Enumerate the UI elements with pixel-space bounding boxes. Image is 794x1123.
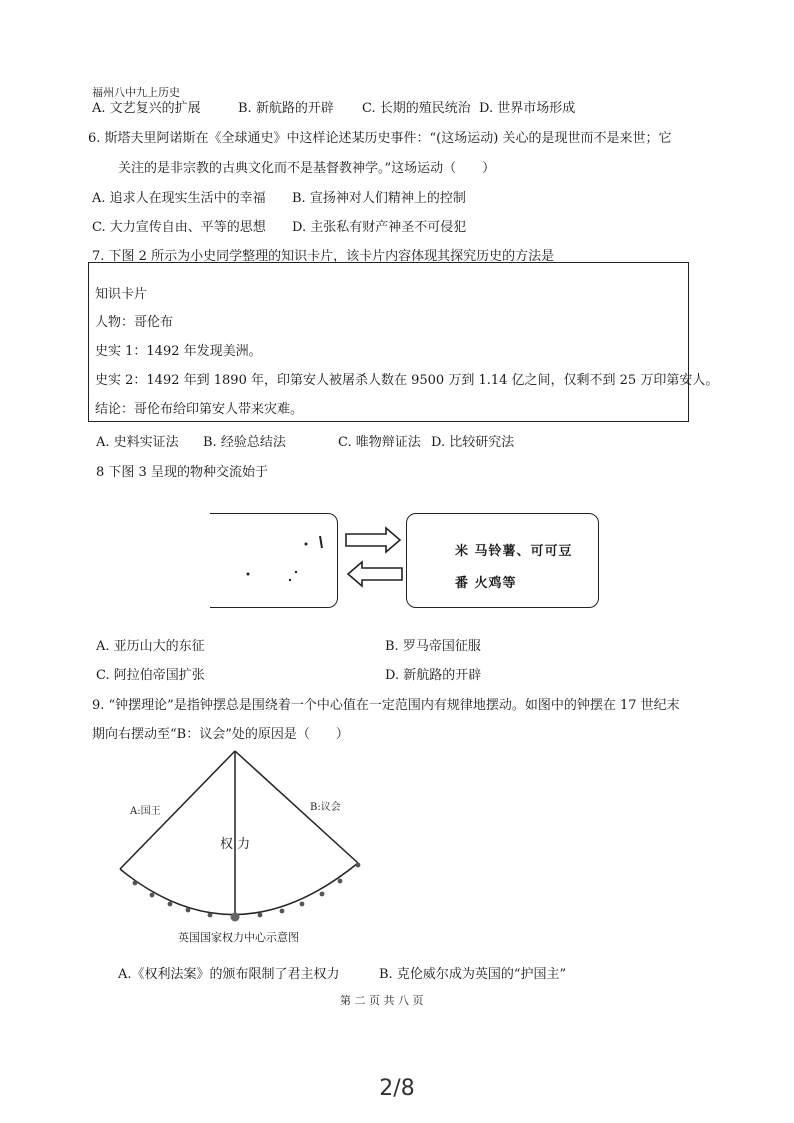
q7-option-c: C. 唯物辩证法 [338, 435, 421, 450]
old-world-panel [210, 513, 338, 608]
q6-option-a: A. 追求人在现实生活中的幸福 [92, 191, 266, 206]
q8-option-d: D. 新航路的开辟 [385, 668, 482, 683]
q8-option-b: B. 罗马帝国征服 [385, 639, 481, 654]
knowledge-card [88, 262, 719, 422]
swing-arc [120, 863, 358, 915]
new-world-line2: 番 火鸡等 [455, 576, 517, 591]
q6-option-b: B. 宣扬神对人们精神上的控制 [292, 191, 466, 206]
arrow-left-icon [348, 562, 402, 586]
q8-option-c: C. 阿拉伯帝国扩张 [96, 668, 205, 683]
q9-stem-line1: 9. “钟摆理论”是指钟摆总是围绕着一个中心值在一定范围内有规律地摆动。如图中的钟摆在 17 世纪末 [92, 698, 680, 713]
page-header: 福州八中九上历史 [92, 86, 180, 99]
label-king: A:国王 [130, 806, 161, 817]
q5-option-a: A. 文艺复兴的扩展 [92, 101, 201, 116]
card-fact-2: 史实 2：1492 年到 1890 年，印第安人被屠杀人数在 9500 万到 1.14 亿之间，仅剩不到 25 万印第安人。 [95, 373, 719, 388]
q6-option-d: D. 主张私有财产神圣不可侵犯 [292, 220, 467, 235]
q6-stem-line1: 6. 斯塔夫里阿诺斯在《全球通史》中这样论述某历史事件：“(这场运动) 关心的是现世而不是来世；它 [88, 131, 672, 146]
q9-option-a: A.《权利法案》的颁布限制了君主权力 [118, 967, 340, 982]
card-person: 人物：哥伦布 [95, 315, 174, 330]
q5-option-d: D. 世界市场形成 [479, 101, 576, 116]
page-footer: 第 二 页 共 八 页 [340, 994, 424, 1007]
q6-stem-line2: 关注的是非宗教的古典文化而不是基督教神学。”这场运动（ ） [118, 161, 496, 176]
arrow-right-icon [346, 528, 400, 552]
q5-option-b: B. 新航路的开辟 [238, 101, 334, 116]
q9-stem-line2: 期向右摆动至“B：议会”处的原因是（ ） [92, 727, 349, 742]
new-world-panel [406, 513, 599, 608]
q7-option-a: A. 史料实证法 [96, 435, 179, 450]
card-fact-1: 史实 1：1492 年发现美洲。 [95, 344, 262, 359]
card-title: 知识卡片 [95, 287, 148, 302]
q7-stem: 7. 下图 2 所示为小史同学整理的知识卡片，该卡片内容体现其探究历史的方法是 [92, 249, 555, 264]
new-world-line1: 米 马铃薯、可可豆 [455, 544, 573, 559]
page-number: 2/8 [379, 1076, 415, 1101]
card-conclusion: 结论：哥伦布给印第安人带来灾难。 [95, 402, 304, 417]
diagram-caption: 英国国家权力中心示意图 [178, 931, 299, 944]
label-parliament: B:议会 [310, 802, 341, 813]
q9-option-b: B. 克伦威尔成为英国的“护国主” [379, 967, 567, 982]
q8-option-a: A. 亚历山大的东征 [96, 639, 205, 654]
q8-stem: 8 下图 3 呈现的物种交流始于 [96, 465, 268, 480]
arc-points [133, 863, 361, 918]
pendulum-bob [231, 913, 240, 922]
old-world-marks [210, 514, 338, 609]
exchange-arrows [342, 522, 406, 592]
q7-option-b: B. 经验总结法 [203, 435, 286, 450]
q7-option-d: D. 比较研究法 [431, 435, 515, 450]
q6-option-c: C. 大力宣传自由、平等的思想 [92, 220, 266, 235]
label-power: 权 力 [220, 837, 251, 852]
q5-option-c: C. 长期的殖民统治 [362, 101, 471, 116]
